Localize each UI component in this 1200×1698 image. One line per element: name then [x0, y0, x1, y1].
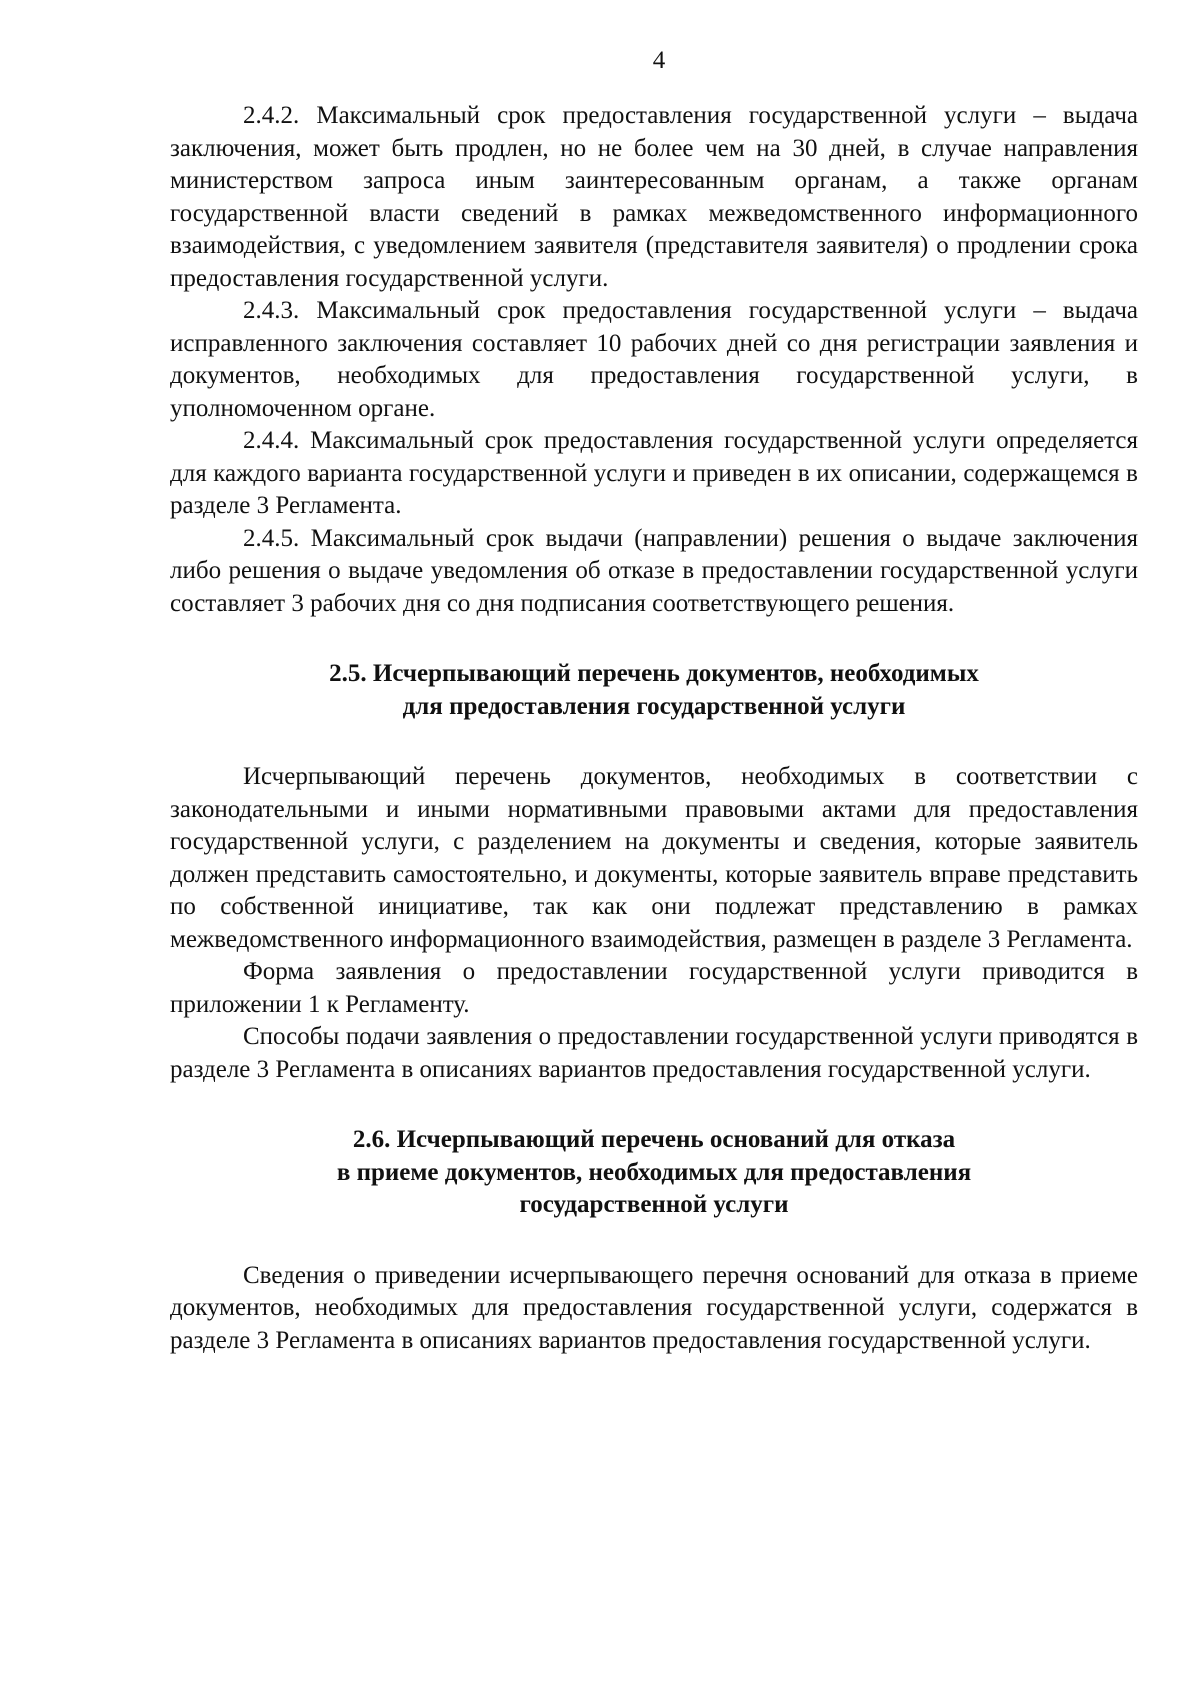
section-heading-line: в приеме документов, необходимых для предоставления	[336, 1158, 972, 1186]
section-heading-line: для предоставления государственной услуги	[402, 692, 906, 720]
document-page	[170, 45, 1138, 1357]
paragraph-2-4-2: 2.4.2. Максимальный срок предоставления государственной услуги – выдача заключения, может быть продлен, но не более чем на 30 дней, в случае направления министерством запроса иным заинтересованным органам, а также органам государственной власти сведений в рамках межведомственного информационного взаимодействия, с уведомлением заявителя (представителя заявителя) о продлении срока предоставления государственной услуги.	[170, 102, 1138, 292]
paragraph-2-4-5: 2.4.5. Максимальный срок выдачи (направлении) решения о выдаче заключения либо решения о выдаче уведомления об отказе в предоставлении государственной услуги составляет 3 рабочих дня со дня подписания соответствующего решения.	[170, 524, 1138, 617]
page-number: 4	[652, 47, 666, 74]
paragraph-2-4-3: 2.4.3. Максимальный срок предоставления государственной услуги – выдача исправленного заключения составляет 10 рабочих дней со дня регистрации заявления и документов, необходимых для предоставления государственной услуги, в уполномоченном органе.	[170, 297, 1138, 422]
paragraph-2-5-documents: Исчерпывающий перечень документов, необходимых в соответствии с законодательными и иными нормативными правовыми актами для предоставления государственной услуги, с разделением на документы и сведения, которые заявитель должен представить самостоятельно, и документы, которые заявитель вправе представить по собственной инициативе, так как они подлежат представлению в рамках межведомственного информационного взаимодействия, размещен в разделе 3 Регламента.	[170, 763, 1138, 953]
section-heading-2-5	[170, 658, 1138, 723]
section-heading-2-6	[170, 1124, 1138, 1222]
paragraph-2-6-info: Сведения о приведении исчерпывающего перечня оснований для отказа в приеме документов, необходимых для предоставления государственной услуги, содержатся в разделе 3 Регламента в описаниях вариантов предоставления государственной услуги.	[170, 1261, 1138, 1354]
section-heading-line: 2.6. Исчерпывающий перечень оснований для отказа	[352, 1126, 956, 1153]
section-heading-line: государственной услуги	[519, 1191, 789, 1218]
paragraph-2-5-form: Форма заявления о предоставлении государственной услуги приводится в приложении 1 к Регламенту.	[170, 958, 1138, 1018]
paragraph-2-5-methods: Способы подачи заявления о предоставлении государственной услуги приводятся в разделе 3 Регламента в описаниях вариантов предоставления государственной услуги.	[170, 1023, 1138, 1083]
section-heading-line: 2.5. Исчерпывающий перечень документов, необходимых	[329, 660, 979, 687]
paragraph-2-4-4: 2.4.4. Максимальный срок предоставления государственной услуги определяется для каждого варианта государственной услуги и приведен в их описании, содержащемся в разделе 3 Регламента.	[170, 427, 1138, 519]
